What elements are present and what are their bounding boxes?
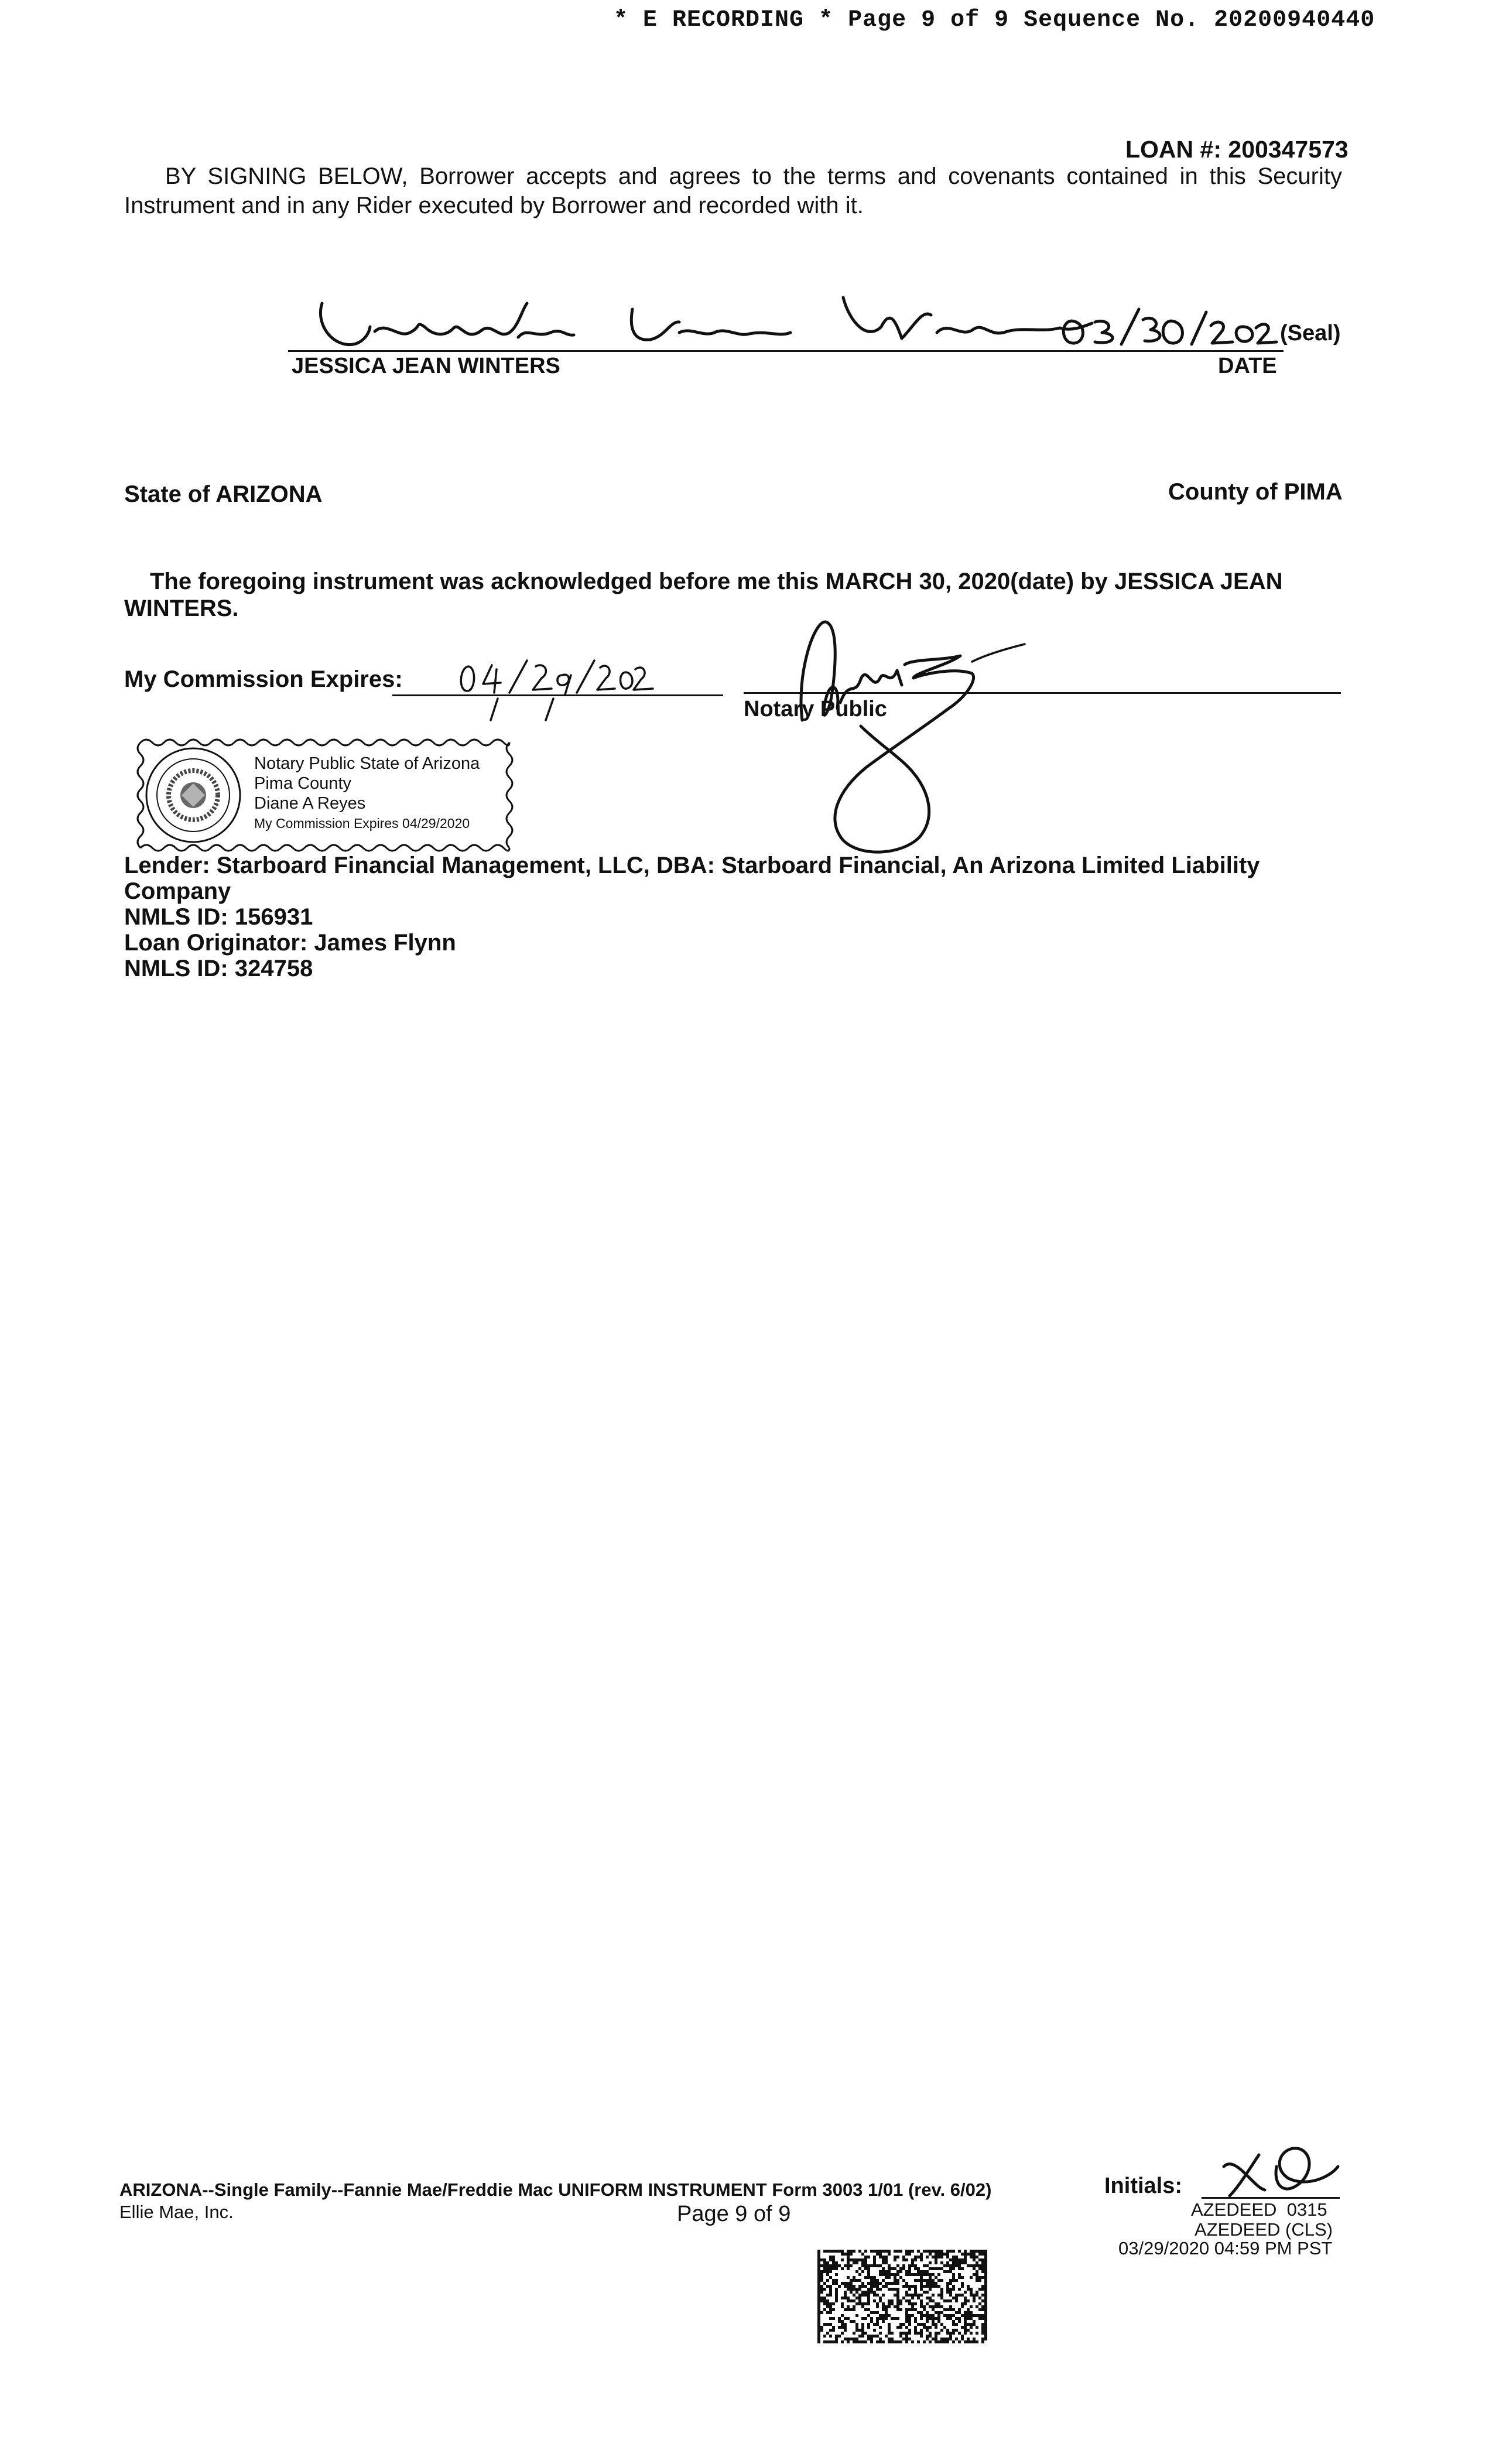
lender-line-2: Company (124, 878, 231, 904)
initials-handwriting (1212, 2131, 1347, 2202)
originator-nmls: NMLS ID: 324758 (124, 956, 313, 981)
notary-stamp-text (254, 754, 480, 833)
stamp-line-1: Notary Public State of Arizona (254, 754, 480, 773)
footer-form-title: ARIZONA--Single Family--Fannie Mae/Freddie Mac UNIFORM INSTRUMENT Form 3003 1/01 (rev. 6/02) (119, 2179, 992, 2200)
initials-code-1: AZEDEED 0315 (1191, 2199, 1327, 2220)
signing-paragraph-line-1: BY SIGNING BELOW, Borrower accepts and agrees to the terms and covenants contained in this Security (165, 163, 1342, 189)
stamp-line-2: Pima County (254, 774, 352, 793)
lender-nmls: NMLS ID: 156931 (124, 904, 313, 930)
county-label: County of PIMA (1168, 479, 1343, 505)
barcode (817, 2250, 987, 2343)
recording-header: * E RECORDING * Page 9 of 9 Sequence No. 20200940440 (614, 7, 1375, 33)
notary-public-label: Notary Public (744, 697, 887, 721)
acknowledgment-line-2: WINTERS. (124, 596, 239, 621)
signing-paragraph (124, 162, 1342, 220)
stamp-line-3: Diane A Reyes (254, 794, 366, 813)
lender-block (124, 853, 1342, 981)
commission-expires-line (392, 694, 723, 696)
initials-label: Initials: (1104, 2174, 1183, 2198)
borrower-name: JESSICA JEAN WINTERS (292, 354, 560, 378)
initials-timestamp: 03/29/2020 04:59 PM PST (1118, 2238, 1333, 2258)
commission-date-handwriting (451, 655, 662, 725)
loan-number: LOAN #: 200347573 (1125, 136, 1349, 163)
loan-originator: Loan Originator: James Flynn (124, 930, 456, 956)
footer-company: Ellie Mae, Inc. (119, 2202, 234, 2222)
footer-page-number: Page 9 of 9 (677, 2202, 791, 2226)
stamp-line-4: My Commission Expires 04/29/2020 (254, 816, 470, 831)
signing-paragraph-line-2: Instrument and in any Rider executed by Borrower and recorded with it. (124, 193, 864, 218)
borrower-signature (304, 286, 1300, 356)
borrower-signature-line (288, 350, 1284, 352)
acknowledgment-line-1: The foregoing instrument was acknowledged before me this MARCH 30, 2020(date) by JESSICA JEAN (150, 569, 1283, 594)
state-label: State of ARIZONA (124, 481, 323, 507)
notary-signature-line (744, 692, 1341, 694)
notary-signature (726, 609, 1054, 867)
lender-line-1: Lender: Starboard Financial Management, LLC, DBA: Starboard Financial, An Arizona Limited Liability (124, 853, 1260, 878)
initials-line (1202, 2197, 1340, 2199)
seal-label: (Seal) (1280, 321, 1341, 345)
date-label: DATE (1218, 354, 1277, 378)
initials-code-2: AZEDEED (CLS) (1195, 2219, 1333, 2240)
commission-expires-label: My Commission Expires: (124, 666, 403, 692)
